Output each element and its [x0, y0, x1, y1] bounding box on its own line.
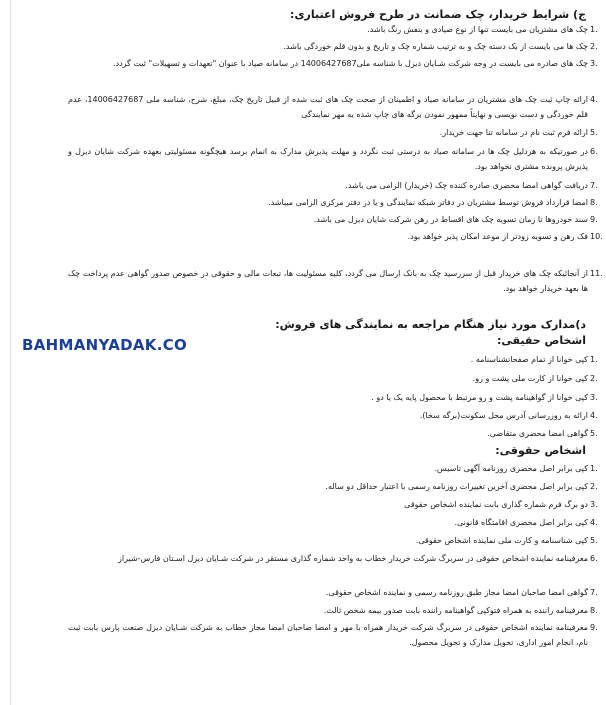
list-item: [68, 22, 598, 37]
list-item: [68, 620, 598, 650]
item-number: 8.: [590, 198, 598, 207]
list-item: [68, 56, 598, 71]
item-number: 2.: [590, 374, 598, 383]
page-edge-line: [10, 0, 11, 705]
item-text: کپی خوانا از گواهینامه پشت و رو مرتبط با محصول پایه یک یا دو .: [371, 393, 588, 402]
list-item: [68, 408, 598, 423]
item-text: چک های صادره می بایست در وجه شرکت شـایان دیزل با شناسه ملی14006427687 در سامانه صیاد با عنوان "تعهدات و تسهیلات" ثبت گردد.: [112, 59, 588, 68]
section-c-title: ج) شرايط خريدار، چک ضمانت در طرح فروش اعتباری:: [290, 8, 586, 21]
item-text: گواهی امضا صاحبان امضا مجاز طبق روزنامه رسمی و نماینده اشخاص حقوقی.: [325, 588, 588, 597]
list-item: [68, 426, 598, 441]
item-text: کپی خوانا از تمام صفحاتشناسنامه .: [470, 355, 588, 364]
item-number: 3.: [590, 59, 598, 68]
item-text: کپی برابر اصل محضری اقامتگاه قانونی.: [454, 518, 588, 527]
item-text: ارائه چاپ ثبت چک های مشتریان در سامانه صیاد و اطمینان از صحت چک های ثبت شده از قبیل تاریخ چک، مبلغ، شرح، شناسه ملی 14006427687، عدم قلم خوردگی و دست نویسی و نهایتاً ممهور نمودن برگه های چاپ شده به مهر نمایندگی: [68, 95, 588, 119]
list-item: [68, 92, 598, 122]
list-item: [68, 585, 598, 600]
item-text: کپی برابر اصل محضری آخرین تغییرات روزنامه رسمی با اعتبار حداقل دو ساله.: [325, 482, 588, 491]
watermark-text: BAHMANYADAK.CO: [22, 336, 188, 354]
list-item: [68, 515, 598, 530]
list-item: [68, 461, 598, 476]
item-text: چک های مشتریان می بایست تنها از نوع صیادی و بنفش رنگ باشد.: [367, 25, 588, 34]
list-item: [68, 212, 598, 227]
item-number: 4.: [590, 95, 598, 104]
item-text: از آنجائیکه چک های خریدار قبل از سررسید چک به بانک ارسال می گردد، کلیه مسئولیت ها، تبعات مالی و حقوقی در خصوص صدور گواهی عدم پرداخت چک ها بعهد خریدار خواهد بود.: [68, 269, 588, 293]
item-number: 1.: [590, 25, 598, 34]
list-item: [68, 352, 598, 367]
item-number: 8.: [590, 606, 598, 615]
list-item: [68, 266, 603, 296]
item-number: 5.: [590, 429, 598, 438]
item-number: 6.: [590, 554, 598, 563]
item-text: چک ها می بایست از یک دسته چک و به ترتیب شماره چک و تاریخ و بدون قلم خوردگی باشد.: [283, 42, 588, 51]
item-text: دریافت گواهی امضا محضری صادره کننده چک (خریدار) الزامی می باشد.: [345, 181, 588, 190]
item-number: 4.: [590, 411, 598, 420]
list-item: [68, 603, 598, 618]
item-number: 7.: [590, 181, 598, 190]
item-number: 9.: [590, 215, 598, 224]
list-item: [68, 390, 598, 405]
list-item: [68, 371, 598, 386]
item-text: دو برگ فرم شماره گذاری بابت نماینده اشخاص حقوقی: [404, 500, 588, 509]
item-number: 4.: [590, 518, 598, 527]
natural-persons-title: اشخاص حقیقی:: [496, 334, 586, 347]
item-text: ارائه فرم ثبت نام در سامانه تنا جهت خریدار.: [439, 128, 588, 137]
item-number: 2.: [590, 482, 598, 491]
list-item: [68, 144, 598, 174]
item-number: 3.: [590, 500, 598, 509]
list-item: [68, 178, 598, 193]
section-d-title: د)مدارک مورد نیاز هنگام مراجعه به نمایندگی های فروش:: [275, 318, 586, 331]
item-text: در صورتیکه به هردلیل چک ها در سامانه صیاد به درستی ثبت نگردد و مهلت پذیرش مدارک به اتمام برسد هیچگونه مسئولیتی بعهده شرکت شایان دیزل و پذیرش پرونده مشتری نخواهد بود.: [68, 147, 588, 171]
item-text: معرفینامه نماینده اشخاص حقوقی در سربرگ شرکت خریدار همراه با مهر و امضا صاحبان امضا مجاز خطاب به شرکت شـایان دیزل صنعت پارس بابت ثبت نام، انجام امور اداری، تحویل مدارک و تحویل محصول.: [68, 623, 588, 647]
item-number: 9.: [590, 623, 598, 632]
item-number: 5.: [590, 128, 598, 137]
item-number: 11.: [590, 269, 603, 278]
legal-persons-title: اشخاص حقوقی:: [495, 444, 586, 457]
item-number: 5.: [590, 536, 598, 545]
item-text: امضا قرارداد فروش توسط مشتریان در دفاتر شبکه نمایندگی و یا در دفتر مرکزی الزامی میباشد.: [268, 198, 588, 207]
item-text: معرفینامه راننده به همراه فتوکپی گواهینامه راننده بابت صدور بیمه شخص ثالث.: [323, 606, 588, 615]
item-text: کپی برابر اصل محضری روزنامه آگهی تاسیس.: [434, 464, 588, 473]
item-text: فک رهن و تسویه زودتر از موعد امکان پذیر خواهد بود.: [407, 232, 588, 241]
item-number: 3.: [590, 393, 598, 402]
item-number: 1.: [590, 464, 598, 473]
item-text: کپی خوانا از کارت ملی پشت و رو.: [472, 374, 588, 383]
item-number: 1.: [590, 355, 598, 364]
list-item: [68, 195, 598, 210]
list-item: [68, 39, 598, 54]
item-number: 10.: [590, 232, 603, 241]
list-item: [68, 533, 598, 548]
item-text: ارائه به روزرسانی آدرس محل سکونت(برگه سخا).: [419, 411, 588, 420]
item-text: گواهی امضا محضری متقاضی.: [487, 429, 588, 438]
list-item: [68, 229, 603, 244]
list-item: [68, 479, 598, 494]
item-text: سند خودروها تا زمان تسویه چک های اقساط در رهن شرکت شایان دیزل می باشد.: [313, 215, 588, 224]
item-text: کپی شناسنامه و کارت ملی نماینده اشخاص حقوقی.: [415, 536, 588, 545]
item-number: 6.: [590, 147, 598, 156]
list-item: [68, 125, 598, 140]
list-item: [68, 551, 598, 566]
item-number: 7.: [590, 588, 598, 597]
item-text: معرفینامه نماینده اشخاص حقوقی در سربرگ شرکت خریدار خطاب به واحد شماره گذاری مستقر در شرکت شـایان دیزل اسـتان فارس-شیراز: [117, 554, 588, 563]
item-number: 2.: [590, 42, 598, 51]
list-item: [68, 497, 598, 512]
